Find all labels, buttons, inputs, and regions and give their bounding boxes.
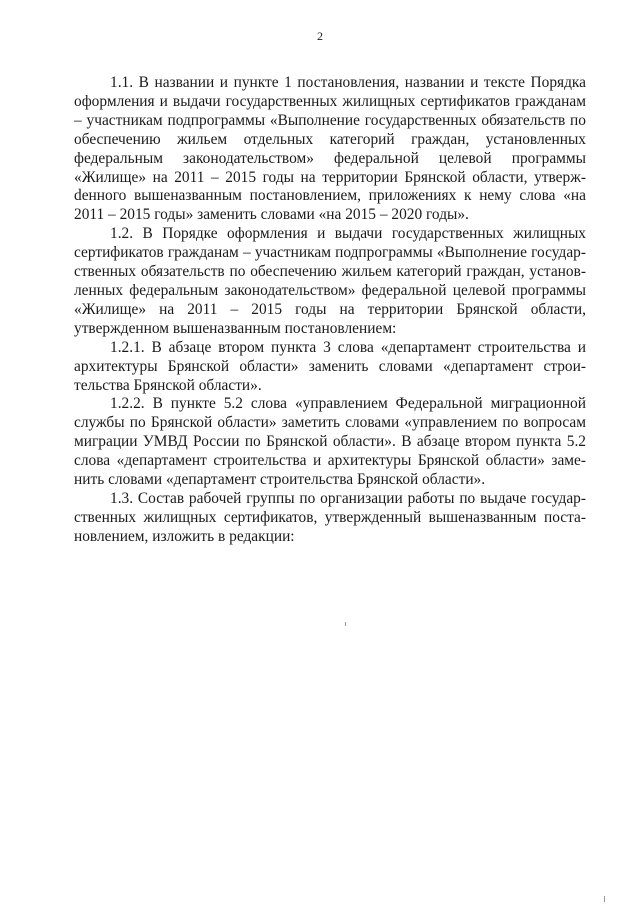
paragraph-1-2-1: 1.2.1. В абзаце втором пункта 3 слова «департамент строительства и архитектуры Брянской области» заменить словами «департамент строительства Брянской области». bbox=[74, 338, 586, 394]
paragraph-1-3: 1.3. Состав рабочей группы по организации работы по выдаче государственных жилищных сертификатов, утвержденный вышеназванным постановлением, изложить в редакции: bbox=[74, 489, 586, 545]
paragraph-1-2-2: 1.2.2. В пункте 5.2 слова «управлением Федеральной миграционной службы по Брянской области» заметить словами «управлением по вопросам миграции УМВД России по Брянской области». В абзаце втором пункта 5.2 слова «департамент строительства и архитектуры Брянской области» заменить словами «департамент строительства Брянской области». bbox=[74, 395, 586, 489]
paragraph-1-2: 1.2. В Порядке оформления и выдачи государственных жилищных сертификатов гражданам – участникам подпрограммы «Выполнение государственных обязательств по обеспечению жильем категорий граждан, установленных федеральным законодательством» федеральной целевой программы «Жилище» на 2011 – 2015 годы на территории Брянской области, утвержденном вышеназванным постановлением: bbox=[74, 225, 586, 337]
paragraph-1-1: 1.1. В названии и пункте 1 постановления, названии и тексте Порядка оформления и выдачи государственных жилищных сертификатов гражданам – участникам подпрограммы «Выполнение государственных обязательств по обеспечению жильем отдельных категорий граждан, установленных федеральным законодательством» федеральной целевой программы «Жилище» на 2011 – 2015 годы на территории Брянской области, утвержdенного вышеназванным постановлением, приложениях к нему слова «на 2011 – 2015 годы» заменить словами «на 2015 – 2020 годы». bbox=[74, 74, 586, 224]
page-number: 2 bbox=[317, 29, 323, 43]
document-body bbox=[74, 74, 586, 547]
scan-artifact bbox=[604, 896, 605, 902]
scan-artifact bbox=[345, 622, 346, 626]
